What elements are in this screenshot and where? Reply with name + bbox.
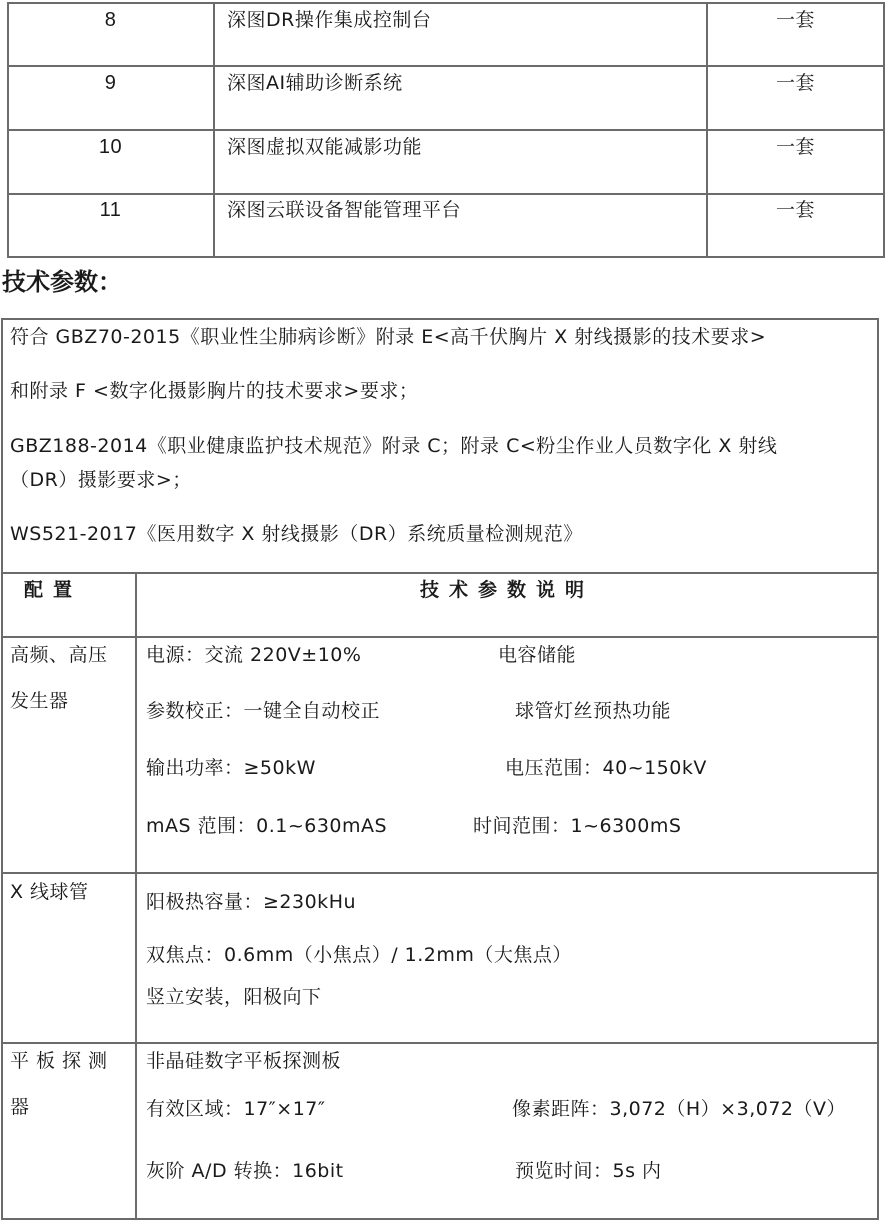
spec-item: 输出功率：≥50kW — [146, 757, 316, 779]
spec-item: 非晶硅数字平板探测板 — [146, 1050, 342, 1072]
row-divider — [1, 572, 879, 574]
config-label: 发生器 — [10, 690, 69, 712]
table-border — [7, 256, 885, 258]
row-divider — [7, 65, 885, 67]
spec-item: 电源：交流 220V±10% — [146, 644, 362, 666]
standard-line: GBZ188-2014《职业健康监护技术规范》附录 C；附录 C<粉尘作业人员数字化 X 射线 — [10, 435, 778, 457]
row-item-name: 深图AI辅助诊断系统 — [227, 72, 403, 94]
section-title: 技术参数： — [2, 268, 122, 296]
config-label: 高频、高压 — [10, 644, 108, 666]
row-item-name: 深图虚拟双能减影功能 — [227, 136, 423, 158]
standard-line: （DR）摄影要求>； — [10, 469, 192, 491]
row-divider — [7, 129, 885, 131]
table-border — [7, 2, 885, 4]
row-index: 10 — [98, 136, 123, 158]
spec-item: mAS 范围：0.1~630mAS — [146, 815, 388, 837]
spec-item: 双焦点：0.6mm（小焦点）/ 1.2mm（大焦点） — [146, 944, 572, 966]
spec-item: 预览时间：5s 内 — [515, 1160, 662, 1182]
row-divider — [1, 636, 879, 638]
column-divider — [213, 2, 215, 258]
row-divider — [1, 1042, 879, 1044]
spec-item: 电压范围：40~150kV — [505, 757, 707, 779]
row-item-name: 深图云联设备智能管理平台 — [227, 199, 462, 221]
row-item-name: 深图DR操作集成控制台 — [227, 9, 432, 31]
config-label: 平板探测 — [10, 1050, 115, 1072]
standard-line: 符合 GBZ70-2015《职业性尘肺病诊断》附录 E<高千伏胸片 X 射线摄影的技术要求> — [10, 326, 767, 348]
spec-item: 电容储能 — [498, 644, 577, 666]
standard-line: 和附录 F <数字化摄影胸片的技术要求>要求； — [10, 380, 419, 402]
spec-item: 球管灯丝预热功能 — [515, 700, 672, 722]
row-divider — [1, 872, 879, 874]
spec-item: 时间范围：1~6300mS — [473, 815, 682, 837]
header-config: 配置 — [24, 579, 83, 601]
config-label: 器 — [10, 1096, 30, 1118]
row-quantity: 一套 — [775, 199, 815, 221]
spec-item: 有效区域：17″×17″ — [146, 1098, 326, 1120]
spec-item: 参数校正：一键全自动校正 — [146, 700, 381, 722]
row-index: 11 — [99, 199, 122, 221]
row-quantity: 一套 — [775, 136, 815, 158]
spec-item: 阳极热容量：≥230kHu — [146, 891, 357, 913]
spec-item: 竖立安装，阳极向下 — [146, 986, 322, 1008]
table-border — [1, 318, 879, 320]
column-divider — [135, 572, 137, 1220]
row-index: 9 — [104, 72, 117, 94]
row-quantity: 一套 — [775, 72, 815, 94]
table-border — [1, 1218, 879, 1220]
config-label: X 线球管 — [10, 881, 89, 903]
spec-item: 像素距阵：3,072（H）×3,072（V） — [512, 1098, 846, 1120]
header-description: 技术参数说明 — [419, 579, 594, 601]
row-divider — [7, 193, 885, 195]
table-border — [877, 318, 879, 1220]
table-border — [1, 318, 3, 1220]
spec-item: 灰阶 A/D 转换：16bit — [146, 1160, 344, 1182]
row-quantity: 一套 — [775, 9, 815, 31]
standard-line: WS521-2017《医用数字 X 射线摄影（DR）系统质量检测规范》 — [10, 523, 583, 545]
row-index: 8 — [104, 9, 117, 31]
